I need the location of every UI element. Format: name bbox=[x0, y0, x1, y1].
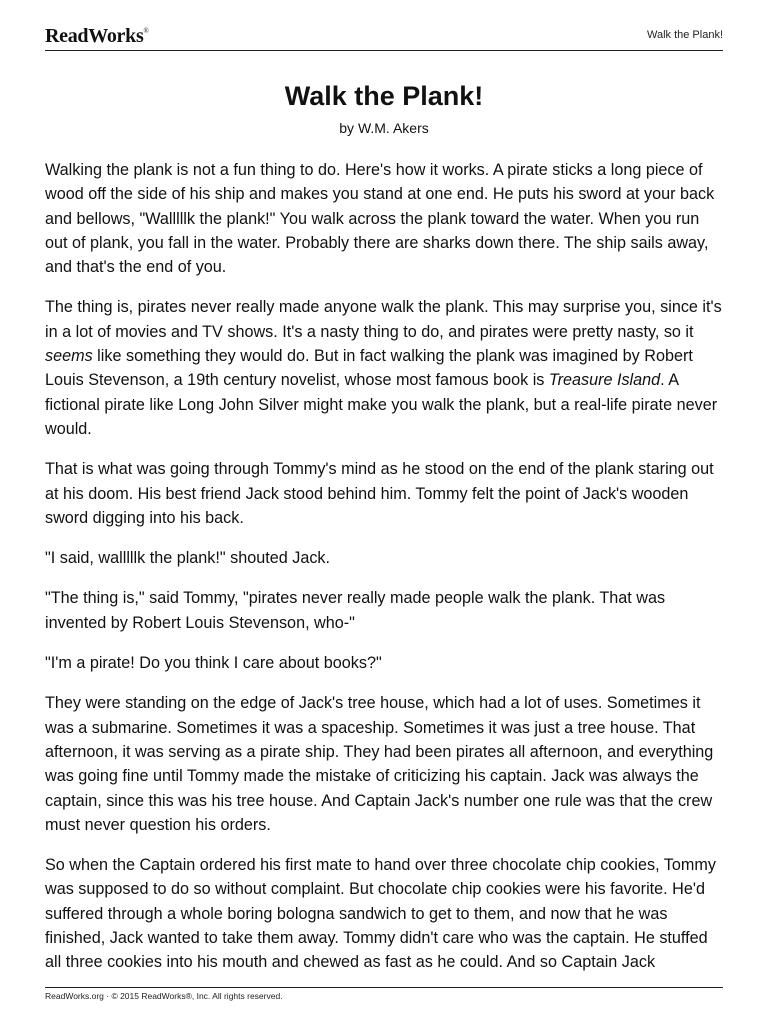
paragraph-1: Walking the plank is not a fun thing to do. Here's how it works. A pirate sticks a long piece of wood off the side of his ship and makes you stand at one end. He puts his sword at your back and bellows, "Walllllk the plank!" You walk across the plank toward the water. When you run out of plank, you fall in the water. Probably there are sharks down there. The ship sails away, and that's the end of you. bbox=[45, 161, 715, 277]
page-header bbox=[45, 24, 723, 51]
readworks-logo bbox=[45, 25, 148, 48]
header-page-title: Walk the Plank! bbox=[646, 29, 723, 41]
paragraph-4: "I said, walllllk the plank!" shouted Jack. bbox=[45, 549, 331, 568]
paragraph-5: "The thing is," said Tommy, "pirates never really made people walk the plank. That was invented by Robert Louis Stevenson, who-" bbox=[45, 589, 666, 632]
page-footer: ReadWorks.org · © 2015 ReadWorks®, Inc. All rights reserved. bbox=[45, 987, 723, 1001]
paragraph-2-text-a: The thing is, pirates never really made anyone walk the plank. This may surprise you, since it's in a lot of movies and TV shows. It's a nasty thing to do, and pirates were pretty nasty, so it bbox=[45, 298, 722, 341]
paragraph-2-text-b: like something they would do. But in fact walking the plank was imagined by Robert Louis Stevenson, a 19th century novelist, whose most famous book is bbox=[45, 347, 693, 390]
paragraph-3: That is what was going through Tommy's mind as he stood on the end of the plank staring out at his doom. His best friend Jack stood behind him. Tommy felt the point of Jack's wooden sword digging into his back. bbox=[45, 460, 714, 527]
article-body bbox=[45, 158, 725, 991]
paragraph-7: They were standing on the edge of Jack's tree house, which had a lot of uses. Sometimes it was a submarine. Sometimes it was a spaceship. Sometimes it was just a tree house. That afternoon, it was serving as a pirate ship. They had been pirates all afternoon, and everything was going fine until Tommy made the mistake of criticizing his captain. Jack was always the captain, since this was his tree house. And Captain Jack's number one rule was that the crew must never question his orders. bbox=[45, 694, 714, 834]
paragraph-6: "I'm a pirate! Do you think I care about books?" bbox=[45, 654, 382, 673]
logo-registered-mark: ® bbox=[143, 27, 149, 35]
paragraph-2 bbox=[45, 295, 725, 441]
paragraph-2-book-title: Treasure Island bbox=[548, 371, 661, 390]
paragraph-2-text-c: . A fictional pirate like Long John Silver might make you walk the plank, but a real-life pirate never would. bbox=[45, 371, 718, 438]
logo-text: ReadWorks bbox=[45, 25, 144, 47]
paragraph-2-emphasis-seems: seems bbox=[45, 347, 93, 366]
article-title: Walk the Plank! bbox=[284, 81, 484, 111]
paragraph-8: So when the Captain ordered his first mate to hand over three chocolate chip cookies, Tommy was supposed to do so without complaint. But chocolate chip cookies were his favorite. He'd suffered through a whole boring bologna sandwich to get to them, and now that he was finished, Jack wanted to take them away. Tommy didn't care who was the captain. He stuffed all three cookies into his mouth and chewed as fast as he could. And so Captain Jack bbox=[45, 856, 716, 972]
article-byline: by W.M. Akers bbox=[339, 120, 429, 136]
